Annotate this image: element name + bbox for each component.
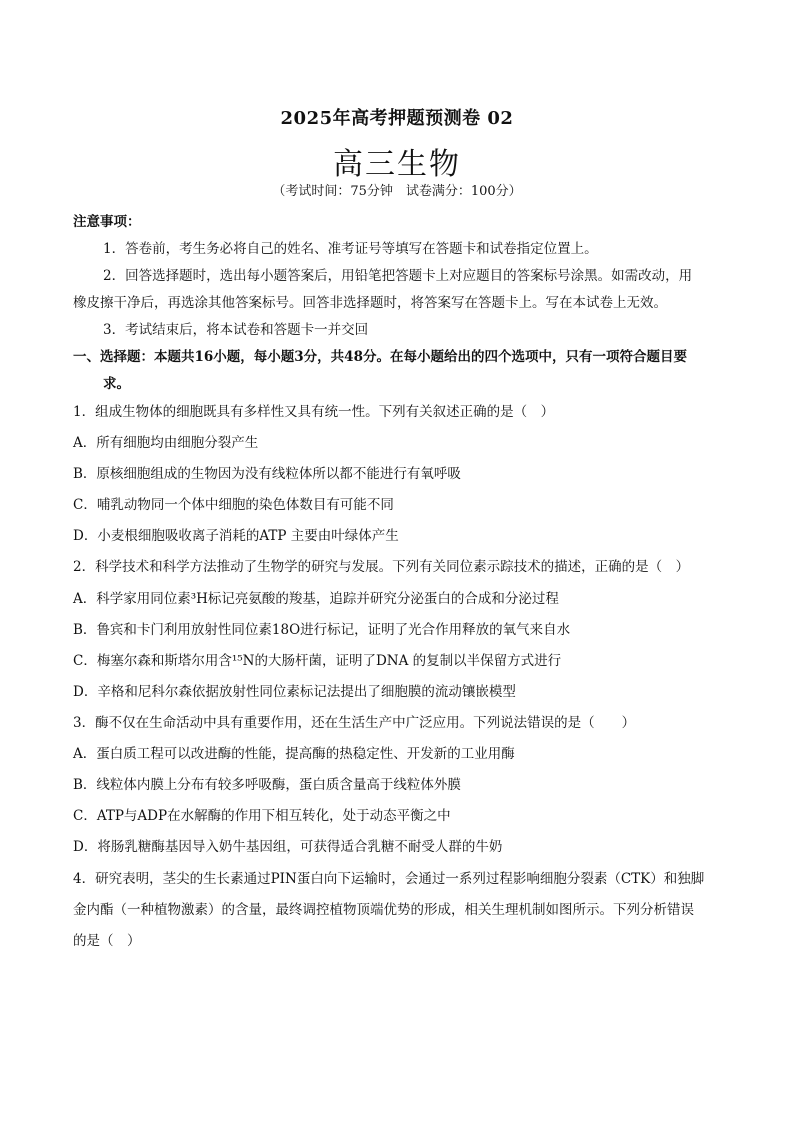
section-heading: 一、选择题：本题共16小题，每小题3分，共48分。在每小题给出的四个选项中，只有一项符合题目要	[73, 349, 687, 365]
exam-info: （考试时间：75分钟 试卷满分：100分）	[272, 184, 522, 199]
question-3-option-d: D．将肠乳糖酶基因导入奶牛基因组，可获得适合乳糖不耐受人群的牛奶	[73, 839, 503, 855]
notice-item-1: 1．答卷前，考生务必将自己的姓名、准考证号等填写在答题卡和试卷指定位置上。	[103, 241, 598, 257]
exam-title: 2025年高考押题预测卷 02	[280, 108, 514, 129]
question-4-stem-line-3: 的是（ ）	[73, 933, 141, 949]
question-4-stem-line-1: 4．研究表明，茎尖的生长素通过PIN蛋白向下运输时，会通过一系列过程影响细胞分裂素（CTK）和独脚	[73, 871, 705, 887]
notice-heading: 注意事项：	[73, 214, 141, 230]
question-1-option-d: D．小麦根细胞吸收离子消耗的ATP 主要由叶绿体产生	[73, 528, 399, 544]
question-2-option-b: B．鲁宾和卡门利用放射性同位素18O进行标记，证明了光合作用释放的氧气来自水	[73, 622, 571, 638]
subject-title: 高三生物	[333, 147, 461, 182]
question-1-option-b: B．原核细胞组成的生物因为没有线粒体所以都不能进行有氧呼吸	[73, 466, 461, 482]
question-1-option-a: A．所有细胞均由细胞分裂产生	[73, 435, 259, 451]
question-3-option-c: C．ATP与ADP在水解酶的作用下相互转化，处于动态平衡之中	[73, 808, 451, 824]
question-3-option-a: A．蛋白质工程可以改进酶的性能，提高酶的热稳定性、开发新的工业用酶	[73, 746, 515, 762]
question-3-option-b: B．线粒体内膜上分布有较多呼吸酶，蛋白质含量高于线粒体外膜	[73, 777, 461, 793]
notice-item-2: 2．回答选择题时，选出每小题答案后，用铅笔把答题卡上对应题目的答案标号涂黑。如需改动，用	[103, 268, 693, 284]
question-4-stem-line-2: 金内酯（一种植物激素）的含量，最终调控植物顶端优势的形成，相关生理机制如图所示。下列分析错误	[73, 902, 694, 918]
question-2-stem: 2．科学技术和科学方法推动了生物学的研究与发展。下列有关同位素示踪技术的描述，正确的是（ ）	[73, 559, 690, 575]
notice-item-3: 3．考试结束后，将本试卷和答题卡一并交回	[103, 322, 369, 338]
question-3-stem: 3．酶不仅在生命活动中具有重要作用，还在生活生产中广泛应用。下列说法错误的是（ ）	[73, 715, 636, 731]
question-2-option-a: A．科学家用同位素³H标记亮氨酸的羧基，追踪并研究分泌蛋白的合成和分泌过程	[73, 591, 559, 607]
question-2-option-d: D．辛格和尼科尔森依据放射性同位素标记法提出了细胞膜的流动镶嵌模型	[73, 684, 516, 700]
section-heading-cont: 求。	[103, 376, 130, 392]
question-1-stem: 1．组成生物体的细胞既具有多样性又具有统一性。下列有关叙述正确的是（ ）	[73, 404, 555, 420]
notice-item-2-cont: 橡皮擦干净后，再选涂其他答案标号。回答非选择题时，将答案写在答题卡上。写在本试卷上无效。	[73, 295, 667, 311]
question-1-option-c: C．哺乳动物同一个体中细胞的染色体数目有可能不同	[73, 497, 394, 513]
question-2-option-c: C．梅塞尔森和斯塔尔用含¹⁵N的大肠杆菌，证明了DNA 的复制以半保留方式进行	[73, 653, 562, 669]
